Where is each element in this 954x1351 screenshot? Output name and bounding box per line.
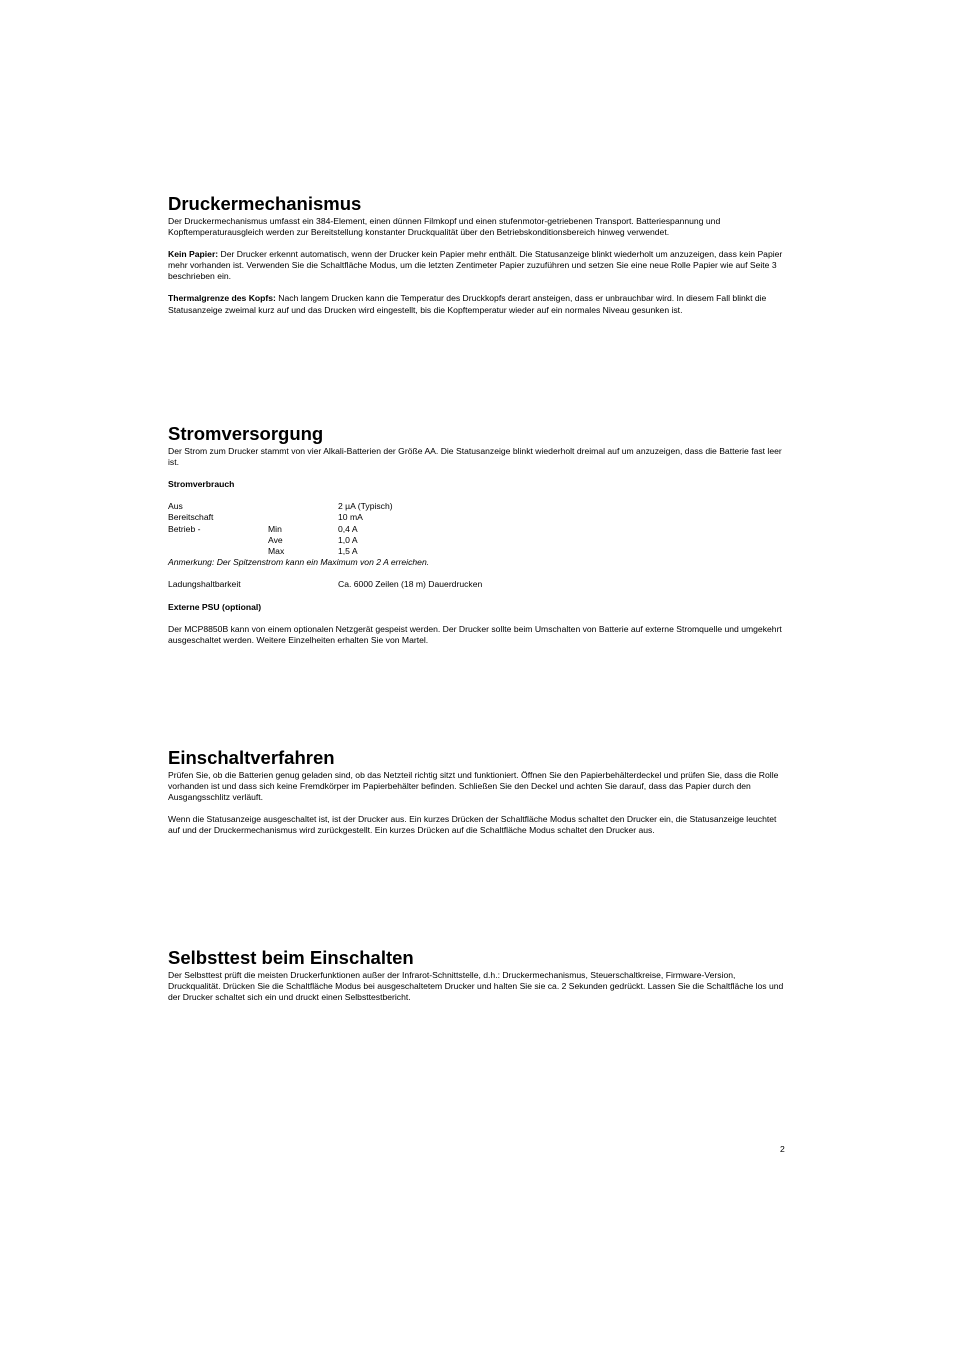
row-label: Betrieb - [168, 523, 201, 534]
paragraph-kein-papier [168, 249, 788, 282]
capacity-value: Ca. 6000 Zeilen (18 m) Dauerdrucken [338, 579, 483, 590]
subheading-stromverbrauch: Stromverbrauch [168, 479, 235, 490]
table-row [168, 501, 788, 512]
table-row [168, 546, 788, 557]
paragraph: Prüfen Sie, ob die Batterien genug geladen sind, ob das Netzteil richtig sitzt und funktioniert. Öffnen Sie den Papierbehälterdeckel und prüfen Sie, dass die Rolle vorhanden ist und dass sich keine Fremdkörper im Papierbehälter befinden. Schließen Sie den Deckel und achten Sie darauf, dass das Papier durch den Ausgangsschlitz verläuft. [168, 770, 779, 803]
paragraph: Wenn die Statusanzeige ausgeschaltet ist, ist der Drucker aus. Ein kurzes Drücken der Schaltfläche Modus schaltet den Drucker ein, die Statusanzeige leuchtet auf und der Druckermechanismus wird zurückgestellt. Ein kurzes Drücken auf die Schaltfläche Modus schaltet den Drucker aus. [168, 814, 777, 836]
row-value: 1,5 A [338, 546, 358, 557]
row-value: 10 mA [338, 512, 363, 523]
table-row [168, 535, 788, 546]
table-row [168, 512, 788, 523]
paragraph-text: Der Drucker erkennt automatisch, wenn der Drucker kein Papier mehr enthält. Die Statusanzeige blinkt wiederholt um anzuzeigen, dass kein Papier mehr vorhanden ist. Verwenden Sie die Schaltfläche Modus, um die letzten Zentimeter Papier zuzuführen und setzen Sie eine neue Rolle Papier wie auf Seite 3 beschrieben ein. [168, 249, 783, 282]
section-selbsttest [168, 948, 788, 1003]
row-value: 1,0 A [338, 534, 358, 545]
section-title: Selbsttest beim Einschalten [168, 947, 414, 968]
section-druckermechanismus [168, 194, 788, 316]
paragraph: Der Strom zum Drucker stammt von vier Alkali-Batterien der Größe AA. Die Statusanzeige blinkt wiederholt dreimal auf um anzuzeigen, dass die Batterie fast leer ist. [168, 446, 782, 468]
section-title: Stromversorgung [168, 423, 324, 444]
section-einschaltverfahren [168, 748, 788, 836]
page-number: 2 [780, 1144, 785, 1154]
capacity-label: Ladungshaltbarkeit [168, 579, 241, 590]
section-title: Einschaltverfahren [168, 747, 335, 768]
paragraph-lead: Thermalgrenze des Kopfs: [168, 293, 276, 304]
row-sub: Ave [268, 534, 283, 545]
paragraph: Der MCP8850B kann von einem optionalen Netzgerät gespeist werden. Der Drucker sollte beim Umschalten von Batterie auf externe Stromquelle und umgekehrt ausgeschaltet werden. Weitere Einzelheiten erhalten Sie von Martel. [168, 623, 782, 645]
consumption-table [168, 501, 788, 557]
row-sub: Min [268, 523, 282, 534]
paragraph-thermalgrenze [168, 293, 788, 315]
row-sub: Max [268, 546, 285, 557]
paragraph-lead: Kein Papier: [168, 249, 219, 260]
paragraph: Der Selbsttest prüft die meisten Druckerfunktionen außer der Infrarot-Schnittstelle, d.h.: Druckermechanismus, Steuerschaltkreise, Firmware-Version, Druckqualität. Drücken Sie die Schaltfläche Modus bei ausgeschaltetem Drucker und halten Sie sie ca. 2 Sekunden gedrückt. Lassen Sie die Schaltfläche los und der Drucker schaltet sich ein und druckt einen Selbsttestbericht. [168, 970, 784, 1003]
paragraph-text: Nach langem Drucken kann die Temperatur des Druckkopfs derart ansteigen, dass er unbrauchbar wird. In diesem Fall blinkt die Statusanzeige zweimal kurz auf und das Drucken wird eingestellt, bis die Kopftemperatur wieder auf ein normales Niveau gesunken ist. [168, 293, 767, 315]
row-value: 2 µA (Typisch) [338, 501, 393, 512]
row-label: Bereitschaft [168, 512, 214, 523]
section-title: Druckermechanismus [168, 193, 362, 214]
capacity-row [168, 579, 788, 590]
note-peak-current: Anmerkung: Der Spitzenstrom kann ein Maximum von 2 A erreichen. [168, 557, 430, 568]
row-label: Aus [168, 501, 183, 512]
section-stromversorgung [168, 424, 788, 646]
subheading-externe-psu: Externe PSU (optional) [168, 601, 262, 612]
row-value: 0,4 A [338, 523, 358, 534]
table-row [168, 524, 788, 535]
paragraph: Der Druckermechanismus umfasst ein 384-Element, einen dünnen Filmkopf und einen stufenmotor-getriebenen Transport. Batteriespannung und Kopftemperaturausgleich werden zur Bereitstellung konstanter Druckqualität über den Betriebskonditionsbereich hinweg verwendet. [168, 216, 721, 238]
